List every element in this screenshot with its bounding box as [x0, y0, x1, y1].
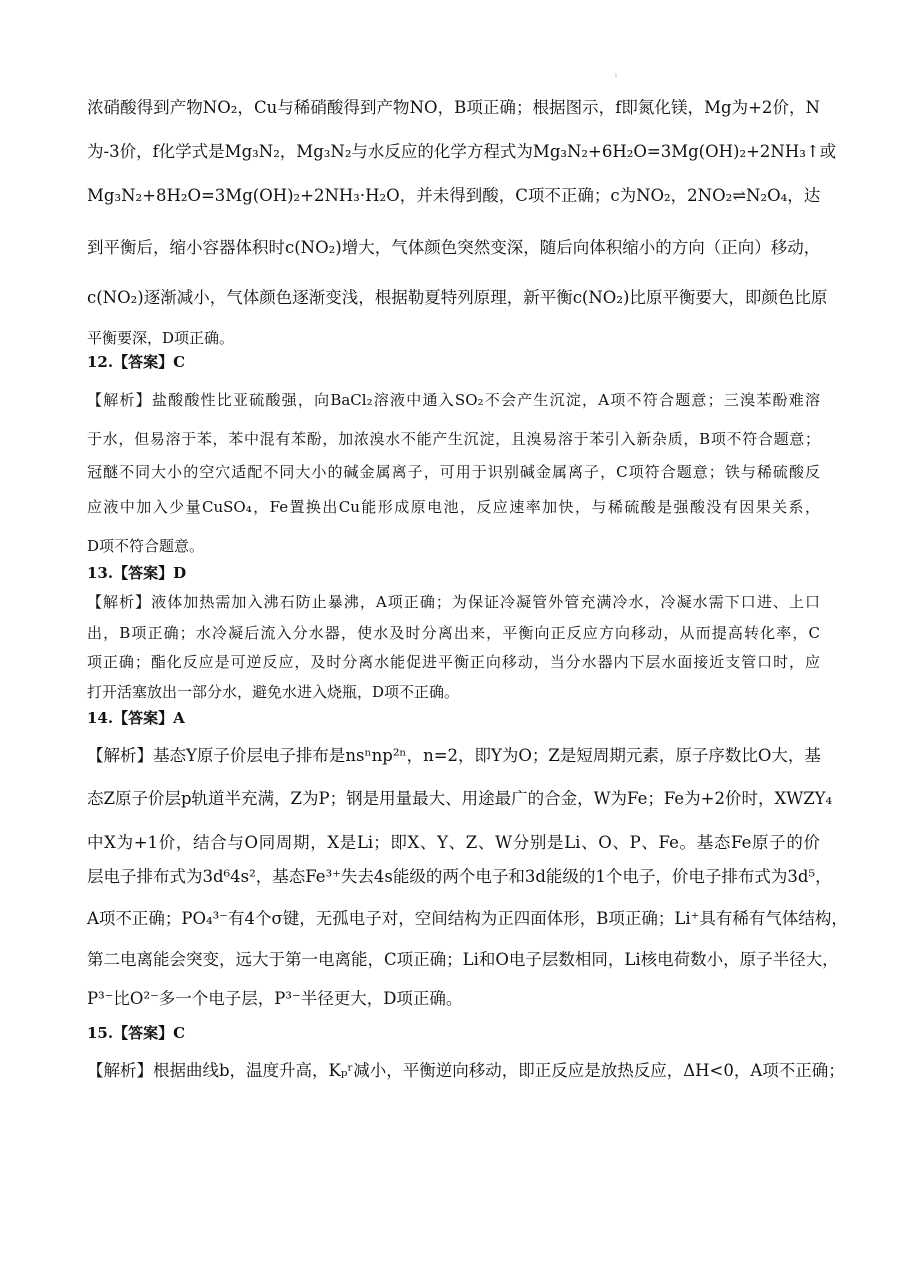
- answer-heading: 13.【答案】D: [87, 564, 187, 582]
- text-line: 中X为+1价，结合与O同周期，X是Li；即X、Y、Z、W分别是Li、O、P、Fe。基态Fe原子的价: [87, 833, 820, 852]
- text-line: 到平衡后，缩小容器体积时c(NO₂)增大，气体颜色突然变深，随后向体积缩小的方向（正向）移动，: [87, 238, 821, 257]
- text-line: 【解析】液体加热需加入沸石防止暴沸，A项正确；为保证冷凝管外管充满冷水，冷凝水需下口进、上口: [87, 593, 820, 611]
- text-line: 平衡要深，D项正确。: [87, 329, 235, 347]
- text-line: 【解析】根据曲线b，温度升高，Kₚʳ减小，平衡逆向移动，即正反应是放热反应，ΔH<0，A项不正确；: [87, 1061, 845, 1080]
- text-line: 冠醚不同大小的空穴适配不同大小的碱金属离子，可用于识别碱金属离子，C项符合题意；铁与稀硫酸反: [87, 463, 820, 481]
- answer-heading: 14.【答案】A: [87, 709, 185, 727]
- text-line: 应液中加入少量CuSO₄，Fe置换出Cu能形成原电池，反应速率加快，与稀硫酸是强酸没有因果关系，: [87, 498, 820, 516]
- text-line: Mg₃N₂+8H₂O=3Mg(OH)₂+2NH₃·H₂O，并未得到酸，C项不正确；c为NO₂，2NO₂⇌N₂O₄，达: [87, 186, 821, 205]
- text-line: 项正确；酯化反应是可逆反应，及时分离水能促进平衡正向移动，当分水器内下层水面接近支管口时，应: [87, 653, 820, 671]
- text-line: c(NO₂)逐渐减小，气体颜色逐渐变浅，根据勒夏特列原理，新平衡c(NO₂)比原平衡要大，即颜色比原: [87, 288, 828, 307]
- text-line: 出，B项正确；水冷凝后流入分水器，使水及时分离出来，平衡向正反应方向移动，从而提高转化率，C: [87, 624, 820, 642]
- text-line: 浓硝酸得到产物NO₂，Cu与稀硝酸得到产物NO，B项正确；根据图示，f即氮化镁，Mg为+2价，N: [87, 98, 820, 117]
- answer-heading: 12.【答案】C: [87, 353, 186, 371]
- text-line: 【解析】基态Y原子价层电子排布是nsⁿnp²ⁿ，n=2，即Y为O；Z是短周期元素，原子序数比O大，基: [87, 746, 821, 765]
- text-line: P³⁻比O²⁻多一个电子层，P³⁻半径更大，D项正确。: [87, 989, 463, 1008]
- text-line: 态Z原子价层p轨道半充满，Z为P；钢是用量最大、用途最广的合金，W为Fe；Fe为+2价时，XWZY₄: [87, 789, 833, 808]
- page-mark: ı: [615, 72, 617, 79]
- text-line: 打开活塞放出一部分水，避免水进入烧瓶，D项不正确。: [87, 683, 460, 701]
- text-line: 层电子排布式为3d⁶4s²，基态Fe³⁺失去4s能级的两个电子和3d能级的1个电子，价电子排布式为3d⁵，: [87, 867, 832, 886]
- text-line: D项不符合题意。: [87, 537, 205, 555]
- text-line: 为-3价，f化学式是Mg₃N₂，Mg₃N₂与水反应的化学方程式为Mg₃N₂+6H₂O=3Mg(OH)₂+2NH₃↑或: [87, 142, 837, 161]
- text-line: A项不正确；PO₄³⁻有4个σ键，无孤电子对，空间结构为正四面体形，B项正确；Li⁺具有稀有气体结构，: [87, 909, 848, 928]
- text-line: 第二电离能会突变，远大于第一电离能，C项正确；Li和O电子层数相同，Li核电荷数小，原子半径大，: [87, 950, 839, 969]
- text-line: 【解析】盐酸酸性比亚硫酸强，向BaCl₂溶液中通入SO₂不会产生沉淀，A项不符合题意；三溴苯酚难溶: [87, 391, 820, 409]
- answer-heading: 15.【答案】C: [87, 1024, 186, 1042]
- text-line: 于水，但易溶于苯，苯中混有苯酚，加浓溴水不能产生沉淀，且溴易溶于苯引入新杂质，B项不符合题意；: [87, 430, 820, 448]
